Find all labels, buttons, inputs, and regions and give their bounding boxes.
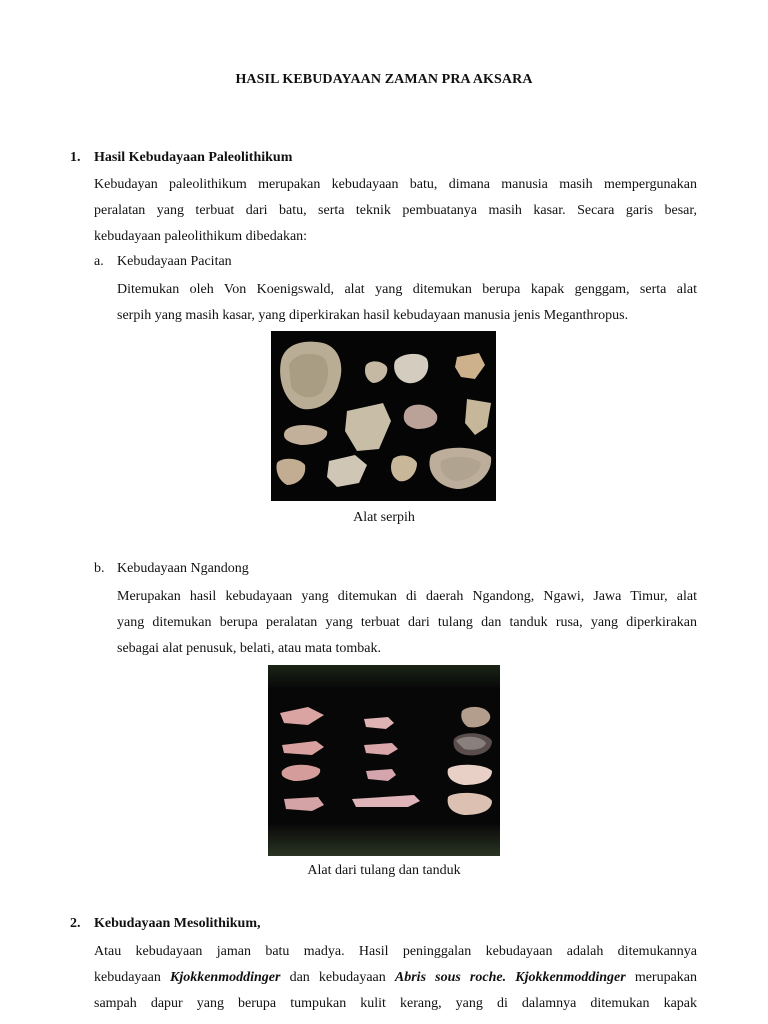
subsection-b-line-1: Merupakan hasil kebudayaan yang ditemukan di daerah Ngandong, Ngawi, Jawa Timur, alat	[117, 589, 697, 604]
subsection-b-line-2: yang ditemukan berupa peralatan yang terbuat dari tulang dan tanduk rusa, yang diperkirakan	[117, 615, 697, 630]
section-2-line-2-text-2: dan kebudayaan	[280, 970, 395, 985]
subsection-a-letter: a.	[94, 254, 104, 269]
stone-flakes-illustration	[271, 331, 496, 501]
document-title: HASIL KEBUDAYAAN ZAMAN PRA AKSARA	[235, 72, 533, 87]
section-2-line-2-text-3	[506, 970, 515, 985]
section-2-heading: Kebudayaan Mesolithikum,	[94, 916, 261, 931]
section-1-line-1: Kebudayan paleolithikum merupakan kebudayaan batu, dimana manusia masih mempergunakan	[94, 177, 697, 192]
term-kjokkenmoddinger: Kjokkenmoddinger	[169, 970, 281, 985]
section-1-line-3: kebudayaan paleolithikum dibedakan:	[94, 229, 308, 244]
subsection-a-line-2: serpih yang masih kasar, yang diperkirakan hasil kebudayaan manusia jenis Meganthropus.	[117, 308, 629, 323]
section-1-line-2: peralatan yang terbuat dari batu, serta teknik pembuatanya masih kasar. Secara garis besar,	[94, 203, 697, 218]
term-kjokkenmoddinger-2: Kjokkenmoddinger	[515, 970, 626, 985]
bone-tools-photo	[268, 665, 500, 856]
section-2-line-2-text-4: merupakan	[625, 970, 697, 985]
section-1-number: 1.	[70, 150, 81, 165]
section-2-line-1: Atau kebudayaan jaman batu madya. Hasil peninggalan kebudayaan adalah ditemukannya	[94, 944, 697, 959]
subsection-b-heading: Kebudayaan Ngandong	[117, 561, 249, 576]
term-abris-sous-roche: Abris sous roche.	[394, 970, 507, 985]
section-2-line-3: sampah dapur yang berupa tumpukan kulit kerang, yang di dalamnya ditemukan kapak	[94, 996, 697, 1011]
subsection-a-heading: Kebudayaan Pacitan	[117, 254, 232, 269]
section-2-number: 2.	[70, 916, 81, 931]
bone-tools-illustration	[268, 665, 500, 856]
stone-flakes-photo	[271, 331, 496, 501]
section-2-line-2-text-1: kebudayaan	[94, 970, 170, 985]
stone-flakes-caption: Alat serpih	[353, 510, 415, 525]
bone-tools-caption: Alat dari tulang dan tanduk	[307, 863, 461, 878]
subsection-a-line-1: Ditemukan oleh Von Koenigswald, alat yang ditemukan berupa kapak genggam, serta alat	[117, 282, 697, 297]
subsection-b-letter: b.	[94, 561, 105, 576]
subsection-b-line-3: sebagai alat penusuk, belati, atau mata tombak.	[117, 641, 381, 656]
section-1-heading: Hasil Kebudayaan Paleolithikum	[94, 150, 293, 165]
section-2-line-2	[94, 968, 697, 988]
